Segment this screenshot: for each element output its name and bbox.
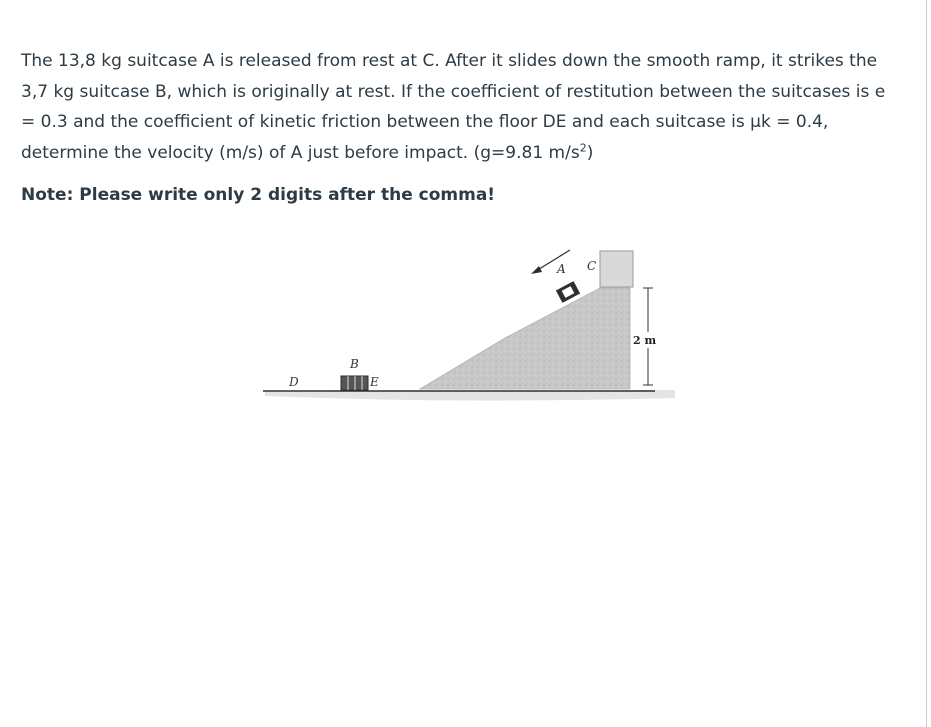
question-superscript: 2 xyxy=(579,140,587,154)
label-d: D xyxy=(289,375,299,389)
label-c: C xyxy=(587,259,597,273)
label-a: A xyxy=(557,262,566,276)
question-text xyxy=(21,46,901,168)
height-label: 2 m xyxy=(633,334,657,347)
ramp-figure xyxy=(255,240,675,410)
page-right-border xyxy=(926,0,927,727)
label-b: B xyxy=(350,357,359,371)
question-text-main: The 13,8 kg suitcase A is released from rest at C. After it slides down the smooth ramp, it strikes the 3,7 kg suitcase B, which is originally at rest. If the coefficient of restitution between the suitcases is e = 0.3 and the coefficient of kinetic friction between the floor DE and each suitcase is μk = 0.4, determine the velocity (m/s) of A just before impact. (g=9.81 m/s xyxy=(21,51,886,163)
label-e: E xyxy=(370,375,379,389)
question-paragraph xyxy=(21,46,901,168)
note-text: Note: Please write only 2 digits after the comma! xyxy=(21,185,496,205)
suitcase-b xyxy=(341,376,368,390)
suitcase-a xyxy=(556,281,580,303)
ramp xyxy=(420,288,630,389)
box-c xyxy=(600,251,633,287)
question-text-end: ) xyxy=(586,142,594,163)
